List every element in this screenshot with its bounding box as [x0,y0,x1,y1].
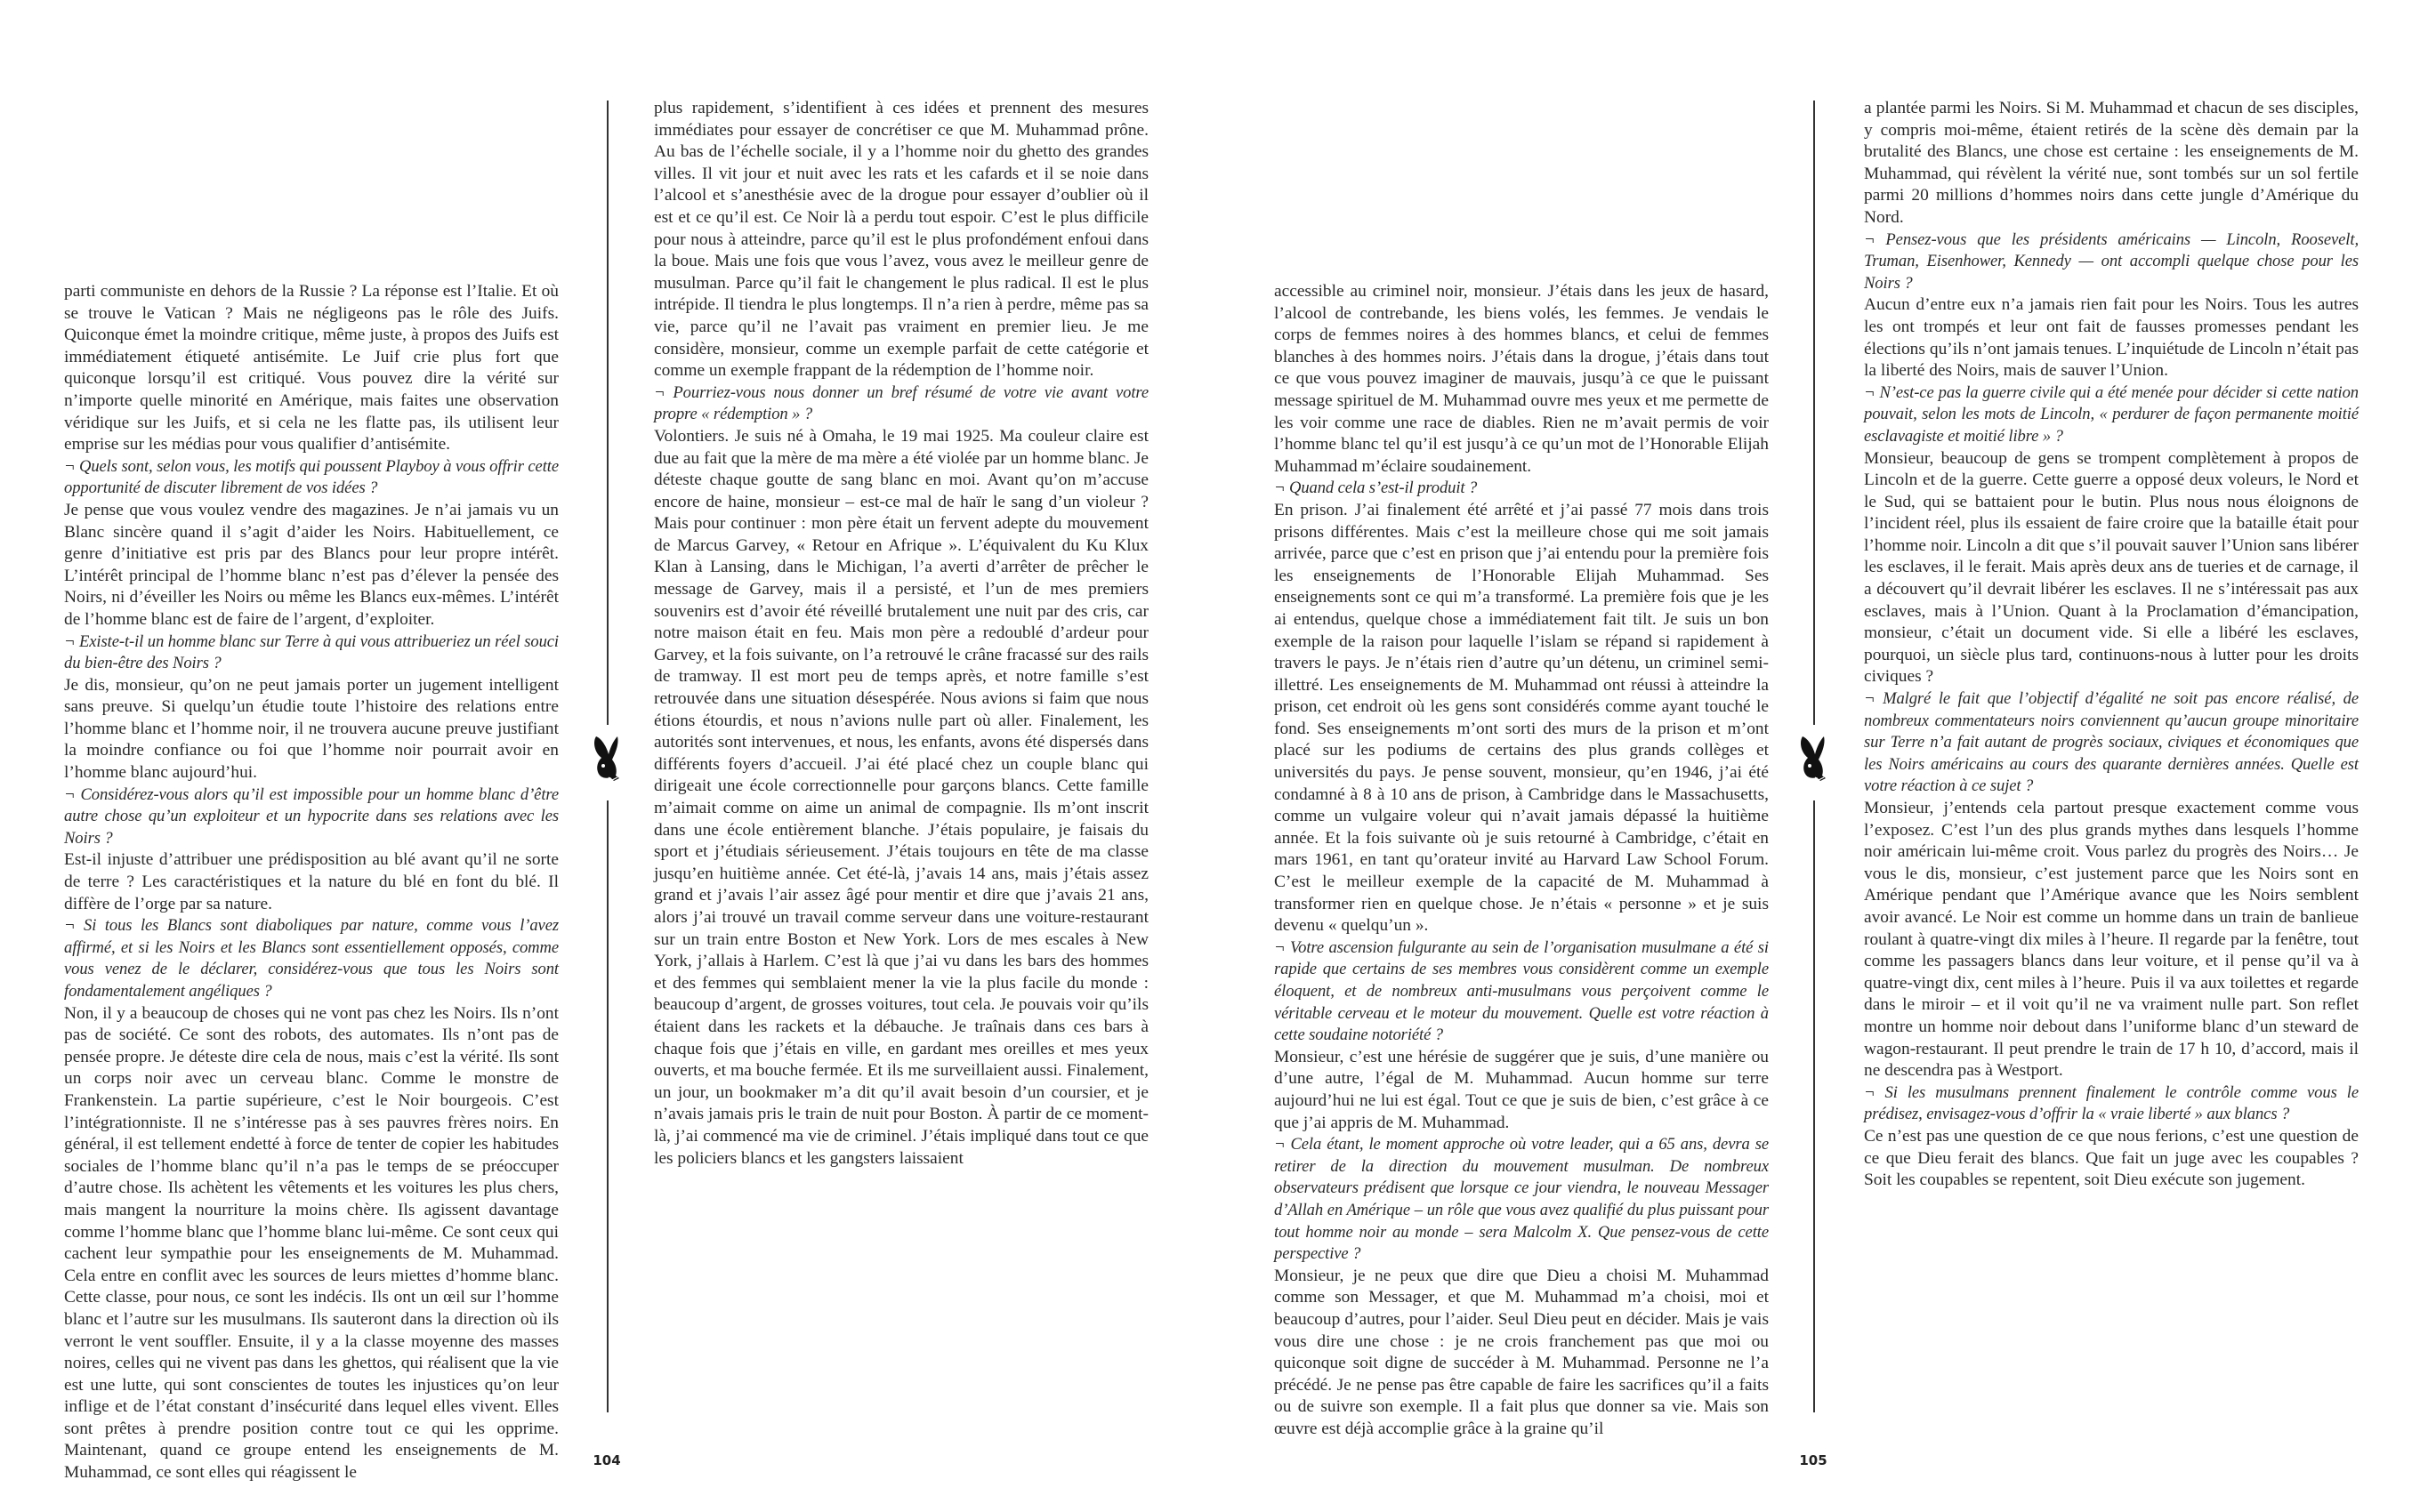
interview-question: ¬ N’est-ce pas la guerre civile qui a été menée pour décider si cette nation pouvait, selon les mots de Lincoln, « perdurer de façon permanente moitié esclavagiste et moitié libre » ? [1864,382,2359,446]
interview-question: ¬ Considérez-vous alors qu’il est impossible pour un homme blanc d’être autre chose qu’un exploiteur et un hypocrite dans ses relations avec les Noirs ? [64,784,559,848]
interview-question: ¬ Si tous les Blancs sont diaboliques par nature, comme vous l’avez affirmé, et si les Noirs et les Blancs sont essentiellement opposés, comme vous venez de le déclarer, considérez-vous que tous les Noirs sont fondamentalement angéliques ? [64,916,559,1001]
interview-answer: Aucun d’entre eux n’a jamais rien fait pour les Noirs. Tous les autres les ont trompés et leur ont fait de fausses promesses pendant les élections qu’ils n’ont jamais tenues. L’inquiétude de Lincoln n’était pas la liberté des Noirs, mais de sauver l’Union. [1864,295,2359,381]
interview-question: ¬ Malgré le fait que l’objectif d’égalité ne soit pas encore réalisé, de nombreux commentateurs noirs conviennent qu’aucun groupe minoritaire sur Terre n’a fait autant de progrès sociaux, civiques et économiques que les Noirs américains au cours des quarante dernières années. Quelle est votre réaction à ce sujet ? [1864,689,2359,796]
page-number-right: 105 [1799,1452,1827,1468]
interview-question: ¬ Quand cela s’est-il produit ? [1274,479,1478,498]
interview-answer: Je dis, monsieur, qu’on ne peut jamais porter un jugement intelligent sans preuve. Si quelqu’un étudie toute l’histoire des relations entre l’homme blanc et l’homme noir, il ne trouvera aucune preuve justifiant la moindre confiance ou foi que l’homme noir pourrait avoir en l’homme blanc aujourd’hui. [64,675,559,783]
right-page-column-2 [1864,98,2359,1192]
interview-question: ¬ Votre ascension fulgurante au sein de l’organisation musulmane a été si rapide que certains de ses membres vous considèrent comme un exemple éloquent, et de nombreux anti-musulmans vous perçoivent comme le véritable cerveau et le moteur du mouvement. Quelle est votre réaction à cette soudaine notoriété ? [1274,937,1769,1045]
right-page-column-1 [1274,281,1769,1440]
interview-answer: Ce n’est pas une question de ce que nous ferions, c’est une question de ce que Dieu ferait des blancs. Que fait un juge avec les coupables ? Soit les coupables se repentent, soit Dieu exécute son jugement. [1864,1126,2359,1190]
left-page-divider-top [607,101,609,725]
right-page-divider-bottom [1813,800,1815,1412]
left-page-divider-bottom [607,800,609,1412]
interview-question: ¬ Quels sont, selon vous, les motifs qui poussent Playboy à vous offrir cette opportunité de discuter librement de vos idées ? [64,456,559,498]
playboy-bunny-icon [591,735,623,784]
interview-answer: parti communiste en dehors de la Russie ? La réponse est l’Italie. Et où se trouve le Vatican ? Mais ne négligeons pas le rôle des Juifs. Quiconque émet la moindre critique, même juste, à propos des Juifs est immédiatement étiqueté antisémite. Le Juif crie plus fort que quiconque lorsqu’il est critiqué. Vous pouvez dire la vérité sur n’importe quelle minorité en Amérique, mais faites une observation véridique sur les Juifs, et si cela ne les flatte pas, ils utilisent leur emprise sur les médias pour vous qualifier d’antisémite. [64,282,559,454]
interview-answer: Monsieur, c’est une hérésie de suggérer que je suis, d’une manière ou d’une autre, l’égal de M. Muhammad. Aucun homme sur terre aujourd’hui ne lui est égal. Tout ce que je suis de bien, c’est grâce à ce que j’ai appris de M. Muhammad. [1274,1047,1769,1132]
interview-answer: Monsieur, je ne peux que dire que Dieu a choisi M. Muhammad comme son Messager, et que M. Muhammad m’a choisi, moi et beaucoup d’autres, pour l’aider. Seul Dieu peut en décider. Mais je vais vous dire une chose : je ne crois franchement pas que moi ou quiconque soit digne de succéder à M. Muhammad. Personne ne l’a précédé. Je ne pense pas être capable de faire les sacrifices qu’il a faits ou de suivre son exemple. Il a fait plus que donner sa vie. Mais son œuvre est déjà accomplie grâce à la graine qu’il [1274,1266,1769,1438]
interview-answer: Volontiers. Je suis né à Omaha, le 19 mai 1925. Ma couleur claire est due au fait que la mère de ma mère a été violée par un homme blanc. Je déteste chaque goutte de sang blanc en moi. Avant qu’on m’accuse encore de haine, monsieur – est-ce mal de haïr le sang d’un violeur ? Mais pour continuer : mon père était un fervent adepte du mouvement de Marcus Garvey, « Retour en Afrique ». L’équivalent du Ku Klux Klan à Lansing, dans le Michigan, l’a averti d’arrêter de prêcher le message de Garvey, mais il a persisté, et l’un de mes premiers souvenirs est d’avoir été réveillé brutalement une nuit par des cris, car notre maison était en feu. Mais mon père a redoublé d’ardeur pour Garvey, et la fois suivante, on l’a retrouvé le crâne fracassé sur des rails de tramway. Il est mort peu de temps après, et notre famille s’est retrouvée dans une situation désespérée. Nous avions si faim que nous étions étourdis, et nous n’avions nulle part où aller. Finalement, les autorités sont intervenues, et nous, les enfants, avons été dispersés dans différents foyers d’accueil. J’ai été placé chez un couple blanc qui dirigeait une école correctionnelle pour garçons blancs. Cette famille m’aimait comme on aime un animal de compagnie. Ils m’ont inscrit dans une école entièrement blanche. J’étais populaire, je faisais du sport et j’étudiais sérieusement. J’étais toujours en tête de ma classe jusqu’en huitième année. Cet été-là, j’avais 14 ans, mais j’étais assez grand et j’avais l’air assez âgé pour mentir et dire que j’avais 21 ans, alors j’ai trouvé un travail comme serveur dans une voiture-restaurant sur un train entre Boston et New York. Lors de mes escales à New York, j’allais à Harlem. C’est là que j’ai vu dans les bars des hommes et des femmes qui semblaient mener la vie la plus facile du monde : beaucoup d’argent, de grosses voitures, tout cela. Je pouvais voir qu’ils étaient dans les rackets et la débauche. Je traînais dans ces bars à chaque fois que j’étais en ville, en gardant mes oreilles et mes yeux ouverts, et ma bouche fermée. Et ils me surveillaient aussi. Finalement, un jour, un bookmaker m’a dit qu’il avait besoin d’un coursier, et je n’avais jamais pris le train de nuit pour Boston. À partir de ce moment-là, j’ai commencé ma vie de criminel. J’étais impliqué dans tout ce que les policiers blancs et les gangsters laissaient [654,426,1149,1168]
interview-answer: accessible au criminel noir, monsieur. J’étais dans les jeux de hasard, l’alcool de contrebande, les biens volés, les femmes. Je vendais le corps de femmes noires à des hommes blancs, et celui de femmes blanches à des hommes noirs. J’étais dans la drogue, j’étais dans tout ce que vous pouvez imaginer de mauvais, jusqu’à ce que le puissant message spirituel de M. Muhammad ouvre mes yeux et me permette de les voir comme une race de diables. Rien ne m’avait permis de voir l’homme blanc tel qu’il est jusqu’à ce qu’un mot de l’Honorable Elijah Muhammad m’éclaire soudainement. [1274,282,1769,476]
interview-answer: a plantée parmi les Noirs. Si M. Muhammad et chacun de ses disciples, y compris moi-même, étaient retirés de la scène dès demain par la brutalité des Blancs, une chose est certaine : les enseignements de M. Muhammad, qui révèlent la vérité nue, sont tombés sur un sol fertile parmi 20 millions d’hommes noirs dans cette jungle d’Amérique du Nord. [1864,99,2359,227]
interview-answer: Je pense que vous voulez vendre des magazines. Je n’ai jamais vu un Blanc sincère quand il s’agit d’aider les Noirs. Habituellement, ce genre d’initiative est pris par des Blancs pour leur propre intérêt. L’intérêt principal de l’homme blanc n’est pas d’élever la pensée des Noirs, ni d’éveiller les Noirs ou même les Blancs eux-mêmes. L’intérêt de l’homme blanc est de faire de l’argent, d’exploiter. [64,500,559,629]
interview-question: ¬ Existe-t-il un homme blanc sur Terre à qui vous attribueriez un réel souci du bien-être des Noirs ? [64,631,559,673]
interview-question: ¬ Pensez-vous que les présidents américains — Lincoln, Roosevelt, Truman, Eisenhower, Kennedy — ont accompli quelque chose pour les Noirs ? [1864,229,2359,293]
left-page-column-2 [654,98,1149,1170]
interview-answer: En prison. J’ai finalement été arrêté et j’ai passé 77 mois dans trois prisons différentes. Mais c’est la meilleure chose qui me soit jamais arrivée, parce que c’est en prison que j’ai entendu pour la première fois les enseignements de l’Honorable Elijah Muhammad. Ses enseignements sont ce qui m’a transformé. La première fois que je les ai entendus, quelque chose a immédiatement fait tilt. Je suis un bon exemple de la raison pour laquelle l’islam se répand si rapidement à travers le pays. Je n’étais rien d’autre qu’un détenu, un criminel semi-illettré. Les enseignements de M. Muhammad ont réussi à atteindre la prison, cet endroit où les gens sont considérés comme ayant touché le fond. Ses enseignements m’ont sorti des murs de la prison et m’ont placé sur les podiums de certains des plus grands collèges et universités du pays. Je pense souvent, monsieur, qu’en 1946, j’ai été condamné à 8 à 10 ans de prison, à Cambridge dans le Massachusetts, comme un vulgaire voleur qui n’avait jamais dépassé la huitième année. Et la fois suivante où je suis retourné à Cambridge, c’était en mars 1961, en tant qu’orateur invité au Harvard Law School Forum. C’est le meilleur exemple de la capacité de M. Muhammad à transformer rien en quelque chose. Je n’étais « personne » et je suis devenu « quelqu’un ». [1274,500,1769,936]
right-page-divider-top [1813,101,1815,725]
page-number-left: 104 [593,1452,621,1468]
interview-answer: Monsieur, j’entends cela partout presque exactement comme vous l’exposez. C’est l’un des plus grands mythes dans lesquels l’homme noir américain lui-même croit. Vous parlez du progrès des Noirs… Je vous le dis, monsieur, c’est justement parce que les Noirs sont en Amérique pendant que l’Amérique avance que les Noirs semblent avoir avancé. Le Noir est comme un homme dans un train de banlieue roulant à quatre-vingt dix miles à l’heure. Il regarde par la fenêtre, tout comme les passagers blancs dans leur voiture, et il pense qu’il va à quatre-vingt dix, cent miles à l’heure. Puis il va aux toilettes et regarde dans le miroir – et il voit qu’il ne va vraiment nulle part. Son reflet montre un homme noir debout dans l’uniforme blanc d’un steward de wagon-restaurant. Il peut prendre le train de 17 h 10, d’accord, mais il ne descendra pas à Westport. [1864,799,2359,1081]
interview-answer: Est-il injuste d’attribuer une prédisposition au blé avant qu’il ne sorte de terre ? Les caractéristiques et la nature du blé en font du blé. Il diffère de l’orge par sa nature. [64,850,559,913]
interview-question: ¬ Pourriez-vous nous donner un bref résumé de votre vie avant votre propre « rédemption » ? [654,382,1149,424]
left-page-column-1 [64,281,559,1484]
interview-question: ¬ Si les musulmans prennent finalement le contrôle comme vous le prédisez, envisagez-vous d’offrir la « vraie liberté » aux blancs ? [1864,1082,2359,1124]
playboy-bunny-icon [1797,735,1829,784]
interview-question: ¬ Cela étant, le moment approche où votre leader, qui a 65 ans, devra se retirer de la direction du mouvement musulman. De nombreux observateurs prédisent que lorsque ce jour viendra, le nouveau Messager d’Allah en Amérique – un rôle que vous avez qualifié du plus puissant pour tout homme noir au monde – sera Malcolm X. Que pensez-vous de cette perspective ? [1274,1135,1769,1264]
interview-answer: plus rapidement, s’identifient à ces idées et prennent des mesures immédiates pour essayer de concrétiser ce que M. Muhammad prône. Au bas de l’échelle sociale, il y a l’homme noir du ghetto des grandes villes. Il vit jour et nuit avec les rats et les cafards et il se noie dans l’alcool et s’anesthésie avec de la drogue pour essayer d’oublier où il est et ce qu’il est. Ce Noir là a perdu tout espoir. C’est le plus difficile pour nous à atteindre, parce qu’il est le plus profondément enfoui dans la boue. Mais une fois que vous l’avez, vous avez le meilleur genre de musulman. Parce qu’il fait le changement le plus radical. Il est le plus intrépide. Il tiendra le plus longtemps. Il n’a rien à perdre, même pas sa vie, parce qu’il ne l’avait pas vraiment en premier lieu. Je me considère, monsieur, comme un exemple parfait de cette catégorie et comme un exemple frappant de la rédemption de l’homme noir. [654,99,1149,381]
interview-answer: Non, il y a beaucoup de choses qui ne vont pas chez les Noirs. Ils n’ont pas de société. Ce sont des robots, des automates. Ils n’ont pas de pensée propre. Je déteste dire cela de nous, mais c’est la vérité. Ils sont un corps noir avec un cerveau blanc. Comme le monstre de Frankenstein. La partie supérieure, c’est le Noir bourgeois. C’est l’intégrationniste. Il ne s’intéresse pas à ses pauvres frères noirs. En général, il est tellement endetté à force de tenter de copier les habitudes sociales de l’homme blanc qu’il n’a pas le temps de se préoccuper d’autre chose. Ils achètent les vêtements et les voitures les plus chers, mais mangent la nourriture la moins chère. Ils agissent davantage comme l’homme blanc que l’homme blanc lui-même. Ce sont ceux qui cachent leur sympathie pour les enseignements de M. Muhammad. Cela entre en conflit avec les sources de leurs miettes d’homme blanc. Cette classe, pour nous, ce sont les indécis. Ils ont un œil sur l’homme blanc et l’autre sur les musulmans. Ils sauteront dans la direction où ils verront le vent souffler. Ensuite, il y a la classe moyenne des masses noires, celles qui ne vivent pas dans les ghettos, qui réalisent que la vie est une lutte, qui sont conscientes de toutes les injustices qu’on leur inflige et de l’état constant d’insécurité dans lequel elles vivent. Elles sont prêtes à prendre position contre tout ce qui les opprime. Maintenant, quand ce groupe entend les enseignements de M. Muhammad, ce sont elles qui réagissent le [64,1003,559,1483]
interview-answer: Monsieur, beaucoup de gens se trompent complètement à propos de Lincoln et de la guerre. Cette guerre a opposé deux voleurs, le Nord et le Sud, qui se battaient pour le butin. Plus nous nous éloignons de l’incident réel, plus ils essaient de faire croire que la bataille était pour l’homme noir. Lincoln a dit que s’il pouvait sauver l’Union sans libérer les esclaves, il le ferait. Mais après deux ans de tueries et de carnage, il a découvert qu’il devrait libérer les esclaves. Il ne s’intéressait pas aux esclaves, mais à l’Union. Quant à la Proclamation d’émancipation, monsieur, c’était un document vide. Si elle a libéré les esclaves, pourquoi, un siècle plus tard, continuons-nous à lutter pour les droits civiques ? [1864,448,2359,687]
